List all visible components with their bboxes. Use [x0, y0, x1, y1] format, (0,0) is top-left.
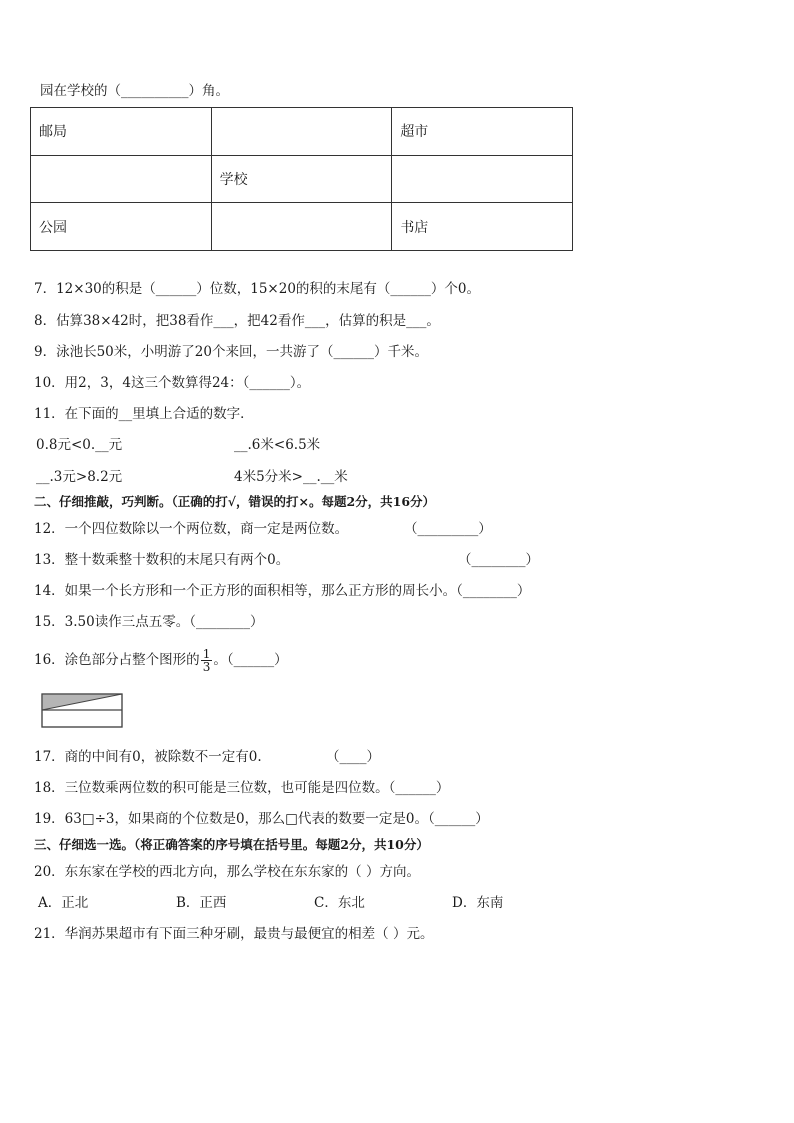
map-cell-empty — [31, 155, 212, 203]
question-11: 11．在下面的__里填上合适的数字． — [34, 406, 254, 422]
intro-pre: 园在学校的（ — [40, 83, 121, 99]
question-8: 8．估算38×42时，把38看作___，把42看作___，估算的积是___。 — [34, 313, 440, 329]
intro-post: ）角。 — [188, 83, 229, 99]
question-17 — [34, 747, 262, 767]
map-cell-empty — [211, 108, 392, 156]
q11-item-b: __.6米<6.5米 — [234, 437, 321, 453]
map-cell-empty — [392, 155, 573, 203]
question-18: 18．三位数乘两位数的积可能是三位数，也可能是四位数。（______） — [34, 780, 450, 796]
q17-text: 17．商的中间有0，被除数不一定有0. — [34, 749, 262, 765]
q20-option-c[interactable]: C．东北 — [314, 895, 365, 911]
question-7: 7．12×30的积是（______）位数，15×20的积的末尾有（______）个0。 — [34, 281, 481, 297]
map-cell-empty — [211, 203, 392, 251]
map-cell-park: 公园 — [31, 203, 212, 251]
q16-pre: 16．涂色部分占整个图形的 — [34, 652, 200, 668]
q16-post: 。（______） — [213, 652, 288, 668]
q17-answer-blank[interactable]: （____） — [326, 749, 380, 765]
map-cell-supermarket: 超市 — [392, 108, 573, 156]
intro-blank[interactable]: __________ — [121, 83, 189, 99]
q12-answer-blank[interactable]: （_________） — [404, 521, 492, 537]
map-cell-bookstore: 书店 — [392, 203, 573, 251]
q20-option-b[interactable]: B．正西 — [176, 895, 227, 911]
location-map-table — [30, 107, 573, 251]
fraction-one-third — [201, 648, 213, 673]
q11-item-d: 4米5分米>__.__米 — [234, 469, 348, 485]
question-21: 21．华润苏果超市有下面三种牙刷，最贵与最便宜的相差（ ）元。 — [34, 926, 434, 942]
q20-option-a[interactable]: A．正北 — [38, 895, 89, 911]
q20-option-d[interactable]: D．东南 — [452, 895, 504, 911]
section-3-heading: 三、仔细选一选。（将正确答案的序号填在括号里。每题2分，共10分） — [34, 837, 429, 852]
q13-answer-blank[interactable]: （________） — [458, 552, 539, 568]
question-12 — [34, 519, 348, 539]
shaded-rectangle-figure — [41, 693, 125, 733]
question-13 — [34, 550, 289, 570]
map-cell-post-office: 邮局 — [31, 108, 212, 156]
fraction-numerator: 1 — [202, 647, 211, 661]
q13-text: 13．整十数乘整十数积的末尾只有两个0。 — [34, 552, 290, 568]
map-cell-school: 学校 — [211, 155, 392, 203]
q11-item-a: 0.8元<0.__元 — [36, 437, 123, 453]
question-20: 20．东东家在学校的西北方向，那么学校在东东家的（ ）方向。 — [34, 864, 420, 880]
intro-line — [40, 81, 229, 101]
question-14: 14．如果一个长方形和一个正方形的面积相等，那么正方形的周长小。（________） — [34, 583, 531, 599]
question-16 — [34, 648, 288, 673]
question-15: 15．3.50读作三点五零。（________） — [34, 614, 264, 630]
question-19: 19．63□÷3，如果商的个位数是0，那么□代表的数要一定是0。（______） — [34, 811, 489, 827]
q11-item-c: __.3元>8.2元 — [36, 469, 123, 485]
section-2-heading: 二、仔细推敲，巧判断。（正确的打√，错误的打×。每题2分，共16分） — [34, 494, 436, 509]
question-10: 10．用2，3，4这三个数算得24：（______）。 — [34, 375, 311, 391]
q12-text: 12．一个四位数除以一个两位数，商一定是两位数。 — [34, 521, 349, 537]
question-9: 9．泳池长50米，小明游了20个来回，一共游了（______）千米。 — [34, 344, 428, 360]
fraction-denominator: 3 — [202, 660, 211, 674]
